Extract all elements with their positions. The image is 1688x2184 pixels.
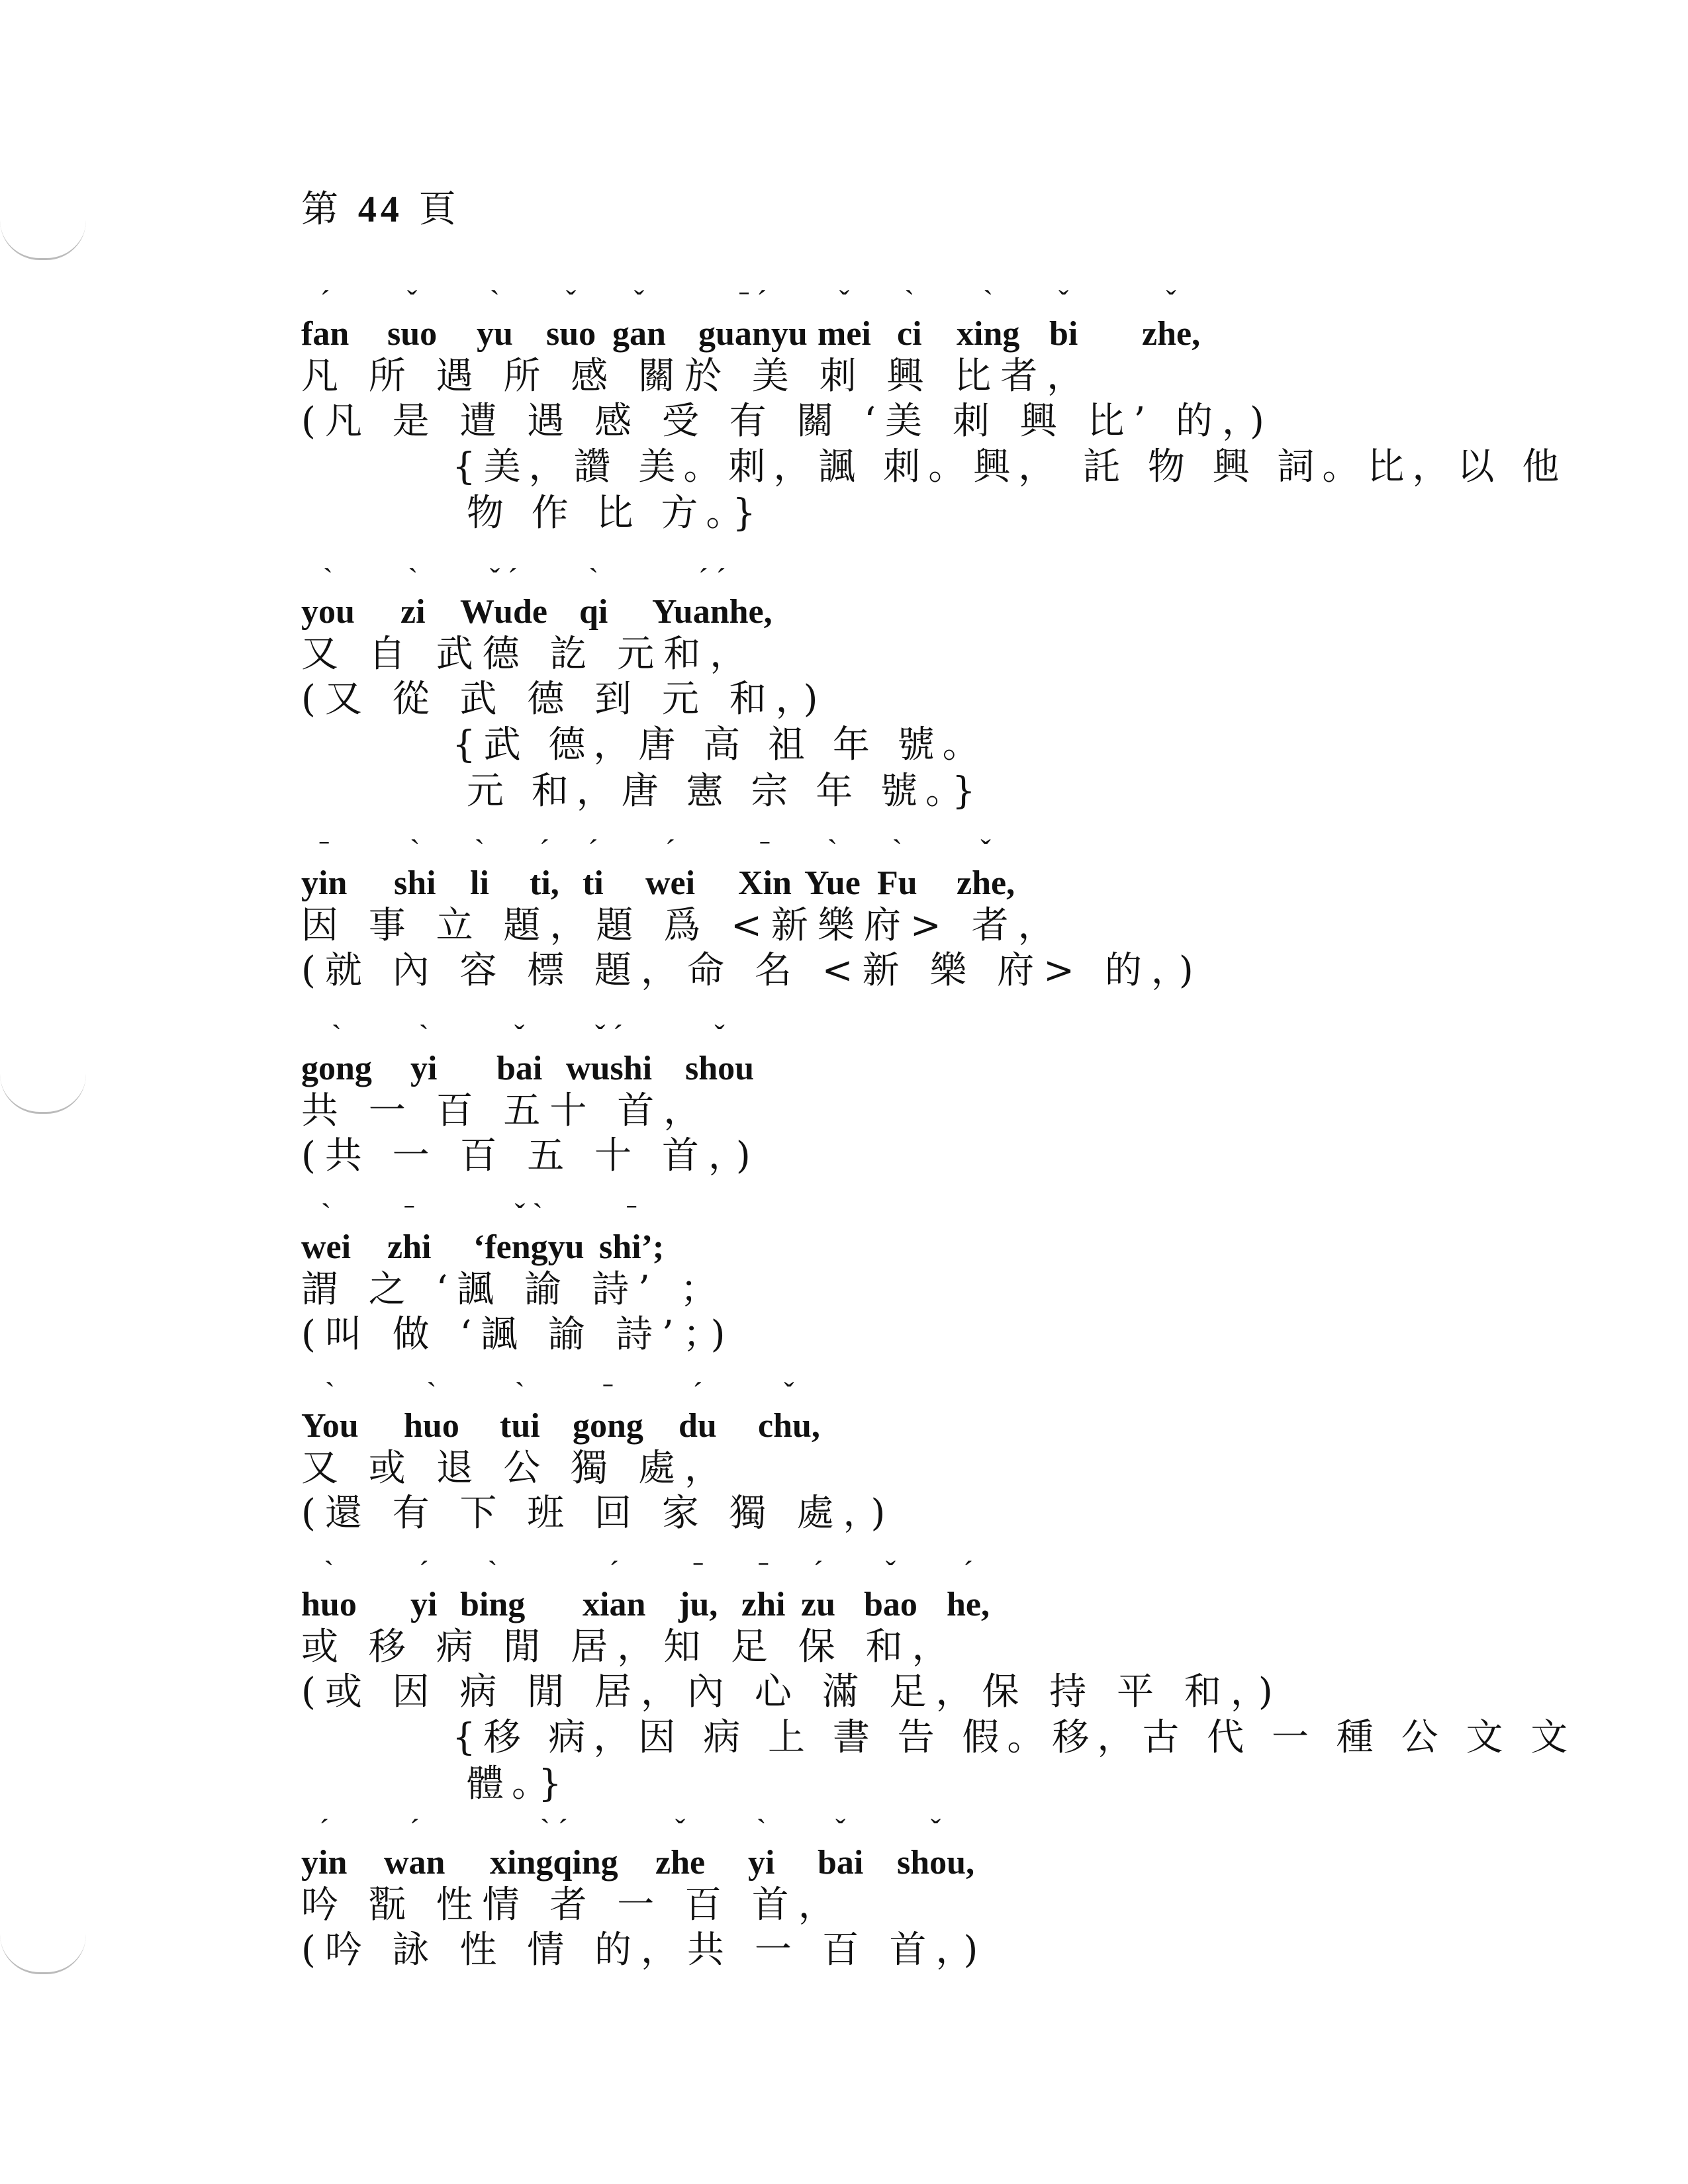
tone-mark: ˉ [602, 1376, 614, 1410]
pinyin-syllable: ˊ ti [583, 833, 604, 902]
pinyin-line [301, 556, 1427, 632]
pinyin-line [301, 1549, 1427, 1625]
tone-mark: ˋ [320, 1197, 332, 1231]
pinyin-syllable: ˊ yin [301, 1813, 348, 1882]
pinyin-line [301, 1013, 1427, 1089]
tone-mark: ˇ [784, 1376, 794, 1410]
tone-mark: ˊ [962, 1555, 974, 1588]
stanza [301, 278, 1568, 537]
gloss-line: (就 內 容 標 題，命 名 <新 樂 府> 的，) [301, 949, 1203, 992]
tone-mark: ˊ [418, 1555, 429, 1588]
tone-mark: ˇ [885, 1555, 896, 1588]
stanza [301, 556, 1427, 815]
pinyin-syllable: ˋ yi [748, 1813, 775, 1882]
pinyin-syllable: ˊ wan [384, 1813, 445, 1882]
tone-mark: ˉ [404, 1197, 414, 1231]
tone-mark: ˋ [892, 833, 902, 867]
scan-edge-mark [0, 218, 86, 260]
page-prefix: 第 [301, 188, 342, 231]
tone-mark: ˇ [714, 1019, 725, 1052]
pinyin-line [301, 1191, 1427, 1267]
tone-mark: ˋ [324, 1555, 334, 1588]
pinyin-syllable: ˊ zu [801, 1555, 835, 1623]
pinyin-syllable: ˉ shi’; [599, 1197, 665, 1266]
tone-mark: ˇ ˋ [514, 1197, 543, 1231]
tone-mark: ˋ [827, 833, 838, 867]
pinyin-syllable: ˋ Yue [804, 833, 861, 902]
tone-mark: ˋ ˊ [539, 1813, 568, 1846]
pinyin-syllable: ˇ shou, [897, 1813, 975, 1882]
tone-mark: ˊ [609, 1555, 620, 1588]
page-header [301, 187, 460, 233]
tone-mark: ˇ [835, 1813, 846, 1846]
pinyin-syllable: ˊ wei [645, 833, 696, 902]
tone-mark: ˋ [474, 833, 485, 867]
tone-mark: ˋ [983, 284, 994, 318]
tone-mark: ˋ [426, 1376, 437, 1410]
tone-mark: ˊ [692, 1376, 703, 1410]
pinyin-syllable: ˋ you [301, 562, 355, 631]
pinyin-syllable: ˋ shi [394, 833, 436, 902]
pinyin-syllable: ˋ ˊ xingqing [490, 1813, 618, 1882]
tone-mark: ˊ [539, 833, 550, 867]
hanzi-line: 謂 之 ‘諷 諭 詩’ ； [301, 1268, 727, 1311]
tone-mark: ˋ [408, 562, 418, 596]
pinyin-syllable: ˋ Fu [877, 833, 917, 902]
hanzi-line: 共 一 百 五十 首， [301, 1089, 710, 1132]
pinyin-syllable: ˋ ci [897, 284, 922, 353]
tone-mark: ˋ [904, 284, 915, 318]
hanzi-line: 又 自 武德 訖 元和， [301, 633, 757, 676]
scan-edge-mark [0, 1933, 86, 1974]
pinyin-syllable: ˋ yu [477, 284, 513, 353]
pinyin-syllable: ˉ Xin [738, 833, 792, 902]
pinyin-syllable: ˋ huo [404, 1376, 459, 1445]
page-number: 44 [357, 189, 403, 230]
pinyin-line [301, 1807, 1427, 1883]
tone-mark: ˇ [675, 1813, 686, 1846]
tone-mark: ˇ [514, 1019, 525, 1052]
tone-mark: ˊ [665, 833, 676, 867]
pinyin-line [301, 1370, 1427, 1446]
tone-mark: ˊ [813, 1555, 823, 1588]
tone-mark: ˋ [324, 1376, 336, 1410]
stanza [301, 1807, 1427, 1973]
tone-mark: ˇ [565, 284, 577, 318]
pinyin-syllable: ˉ gong [573, 1376, 643, 1445]
tone-mark: ˋ [418, 1019, 429, 1052]
pinyin-syllable: ˊ du [679, 1376, 717, 1445]
annotation-note: {美，讚 美。刺，諷 刺。興， 託 物 興 詞。比，以 他 [452, 445, 1568, 488]
gloss-line: (又 從 武 德 到 元 和，) [301, 678, 827, 721]
pinyin-line [301, 278, 1427, 354]
tone-mark: ˇ ˊ [489, 562, 518, 596]
pinyin-line [301, 827, 1427, 903]
pinyin-syllable: ˉ zhi [387, 1197, 432, 1266]
pinyin-syllable: ˋ li [470, 833, 489, 902]
pinyin-syllable: ˇ zhe [655, 1813, 706, 1882]
tone-mark: ˇ [406, 284, 418, 318]
scan-edge-mark [0, 1072, 86, 1114]
pinyin-syllable: ˇ chu, [758, 1376, 820, 1445]
gloss-line: (共 一 百 五 十 首，) [301, 1134, 760, 1177]
pinyin-syllable: ˋ zi [400, 562, 426, 631]
tone-mark: ˇ [1058, 284, 1069, 318]
stanza [301, 827, 1427, 993]
annotation-note: {武 德，唐 高 祖 年 號。 [452, 723, 988, 766]
tone-mark: ˉ ˊ [739, 284, 767, 318]
annotation-note: 物 作 比 方。} [467, 492, 765, 535]
pinyin-syllable: ˋ tui [500, 1376, 540, 1445]
pinyin-syllable: ˋ You [301, 1376, 359, 1445]
tone-mark: ˊ [409, 1813, 420, 1846]
tone-mark: ˉ [626, 1197, 637, 1231]
pinyin-syllable: ˇ ˋ ‘fengyu [473, 1197, 585, 1266]
pinyin-syllable: ˇ zhe, [1142, 284, 1201, 353]
annotation-note: 元 和，唐 憲 宗 年 號。} [467, 770, 984, 813]
pinyin-syllable: ˇ suo [387, 284, 438, 353]
tone-mark: ˋ [756, 1813, 767, 1846]
pinyin-syllable: ˇ ˊ wushi [566, 1019, 653, 1087]
gloss-line: (吟 詠 性 情 的，共 一 百 首，) [301, 1929, 988, 1972]
pinyin-syllable: ˊ xian [583, 1555, 646, 1623]
pinyin-syllable: ˇ zhe, [957, 833, 1015, 902]
pinyin-syllable: ˋ xing [957, 284, 1020, 353]
stanza [301, 1013, 1427, 1179]
pinyin-syllable: ˇ bai [496, 1019, 543, 1087]
tone-mark: ˋ [322, 562, 334, 596]
tone-mark: ˊ [588, 833, 598, 867]
pinyin-syllable: ˊ ˊ Yuanhe, [652, 562, 773, 631]
tone-mark: ˋ [487, 1555, 498, 1588]
tone-mark: ˇ [930, 1813, 941, 1846]
annotation-note: 體。} [467, 1762, 570, 1805]
pinyin-syllable: ˋ wei [301, 1197, 352, 1266]
pinyin-syllable: ˇ bai [818, 1813, 864, 1882]
tone-mark: ˊ [320, 284, 330, 318]
hanzi-line: 凡 所 遇 所 感 關於 美 刺 興 比者， [301, 355, 1094, 398]
stanza [301, 1370, 1427, 1536]
pinyin-syllable: ˋ bing [460, 1555, 526, 1623]
pinyin-syllable: ˊ yi [410, 1555, 438, 1623]
page-suffix: 頁 [418, 188, 460, 231]
pinyin-syllable: ˋ gong [301, 1019, 372, 1087]
tone-mark: ˉ [692, 1555, 704, 1588]
hanzi-line: 又 或 退 公 獨 處， [301, 1447, 731, 1490]
hanzi-line: 或 移 病 閒 居，知 足 保 和， [301, 1625, 959, 1668]
gloss-line: (凡 是 遭 遇 感 受 有 關 ‘美 刺 興 比’ 的，) [301, 400, 1274, 443]
stanza [301, 1191, 1427, 1357]
tone-mark: ˇ [839, 284, 850, 318]
pinyin-syllable: ˊ ti, [530, 833, 559, 902]
stanza [301, 1549, 1576, 1807]
pinyin-syllable: ˉ ˊ guanyu [698, 284, 808, 353]
tone-mark: ˋ [514, 1376, 525, 1410]
pinyin-syllable: ˋ huo [301, 1555, 357, 1623]
pinyin-syllable: ˇ bi [1049, 284, 1078, 353]
tone-mark: ˇ ˊ [594, 1019, 624, 1052]
tone-mark: ˋ [489, 284, 500, 318]
tone-mark: ˉ [759, 833, 771, 867]
pinyin-syllable: ˇ bao [864, 1555, 917, 1623]
tone-mark: ˇ [1166, 284, 1176, 318]
pinyin-syllable: ˇ gan [612, 284, 666, 353]
tone-mark: ˊ ˊ [698, 562, 726, 596]
tone-mark: ˉ [319, 833, 330, 867]
hanzi-line: 因 事 立 題，題 爲 <新樂府> 者， [301, 904, 1064, 947]
pinyin-syllable: ˋ yi [410, 1019, 438, 1087]
tone-mark: ˋ [410, 833, 420, 867]
tone-mark: ˋ [331, 1019, 342, 1052]
pinyin-syllable: ˇ suo [546, 284, 596, 353]
pinyin-syllable: ˉ zhi [741, 1555, 786, 1623]
pinyin-syllable: ˇ shou [685, 1019, 755, 1087]
gloss-line: (還 有 下 班 回 家 獨 處，) [301, 1492, 895, 1535]
tone-mark: ˊ [319, 1813, 330, 1846]
tone-mark: ˇ [980, 833, 991, 867]
tone-mark: ˉ [758, 1555, 769, 1588]
gloss-line: (或 因 病 閒 居，內 心 滿 足，保 持 平 和，) [301, 1670, 1282, 1713]
pinyin-syllable: ˊ fan [301, 284, 350, 353]
pinyin-syllable: ˋ qi [579, 562, 608, 631]
pinyin-syllable: ˉ yin [301, 833, 348, 902]
hanzi-line: 吟 翫 性情 者 一 百 首， [301, 1884, 845, 1927]
pinyin-syllable: ˊ he, [947, 1555, 990, 1623]
pinyin-syllable: ˉ ju, [679, 1555, 718, 1623]
pinyin-syllable: ˇ ˊ Wude [460, 562, 547, 631]
tone-mark: ˋ [588, 562, 599, 596]
gloss-line: (叫 做 ‘諷 諭 詩’；) [301, 1313, 735, 1356]
tone-mark: ˇ [633, 284, 645, 318]
pinyin-syllable: ˇ mei [818, 284, 871, 353]
annotation-note: {移 病，因 病 上 書 告 假。移，古 代 一 種 公 文 文 [452, 1716, 1576, 1759]
